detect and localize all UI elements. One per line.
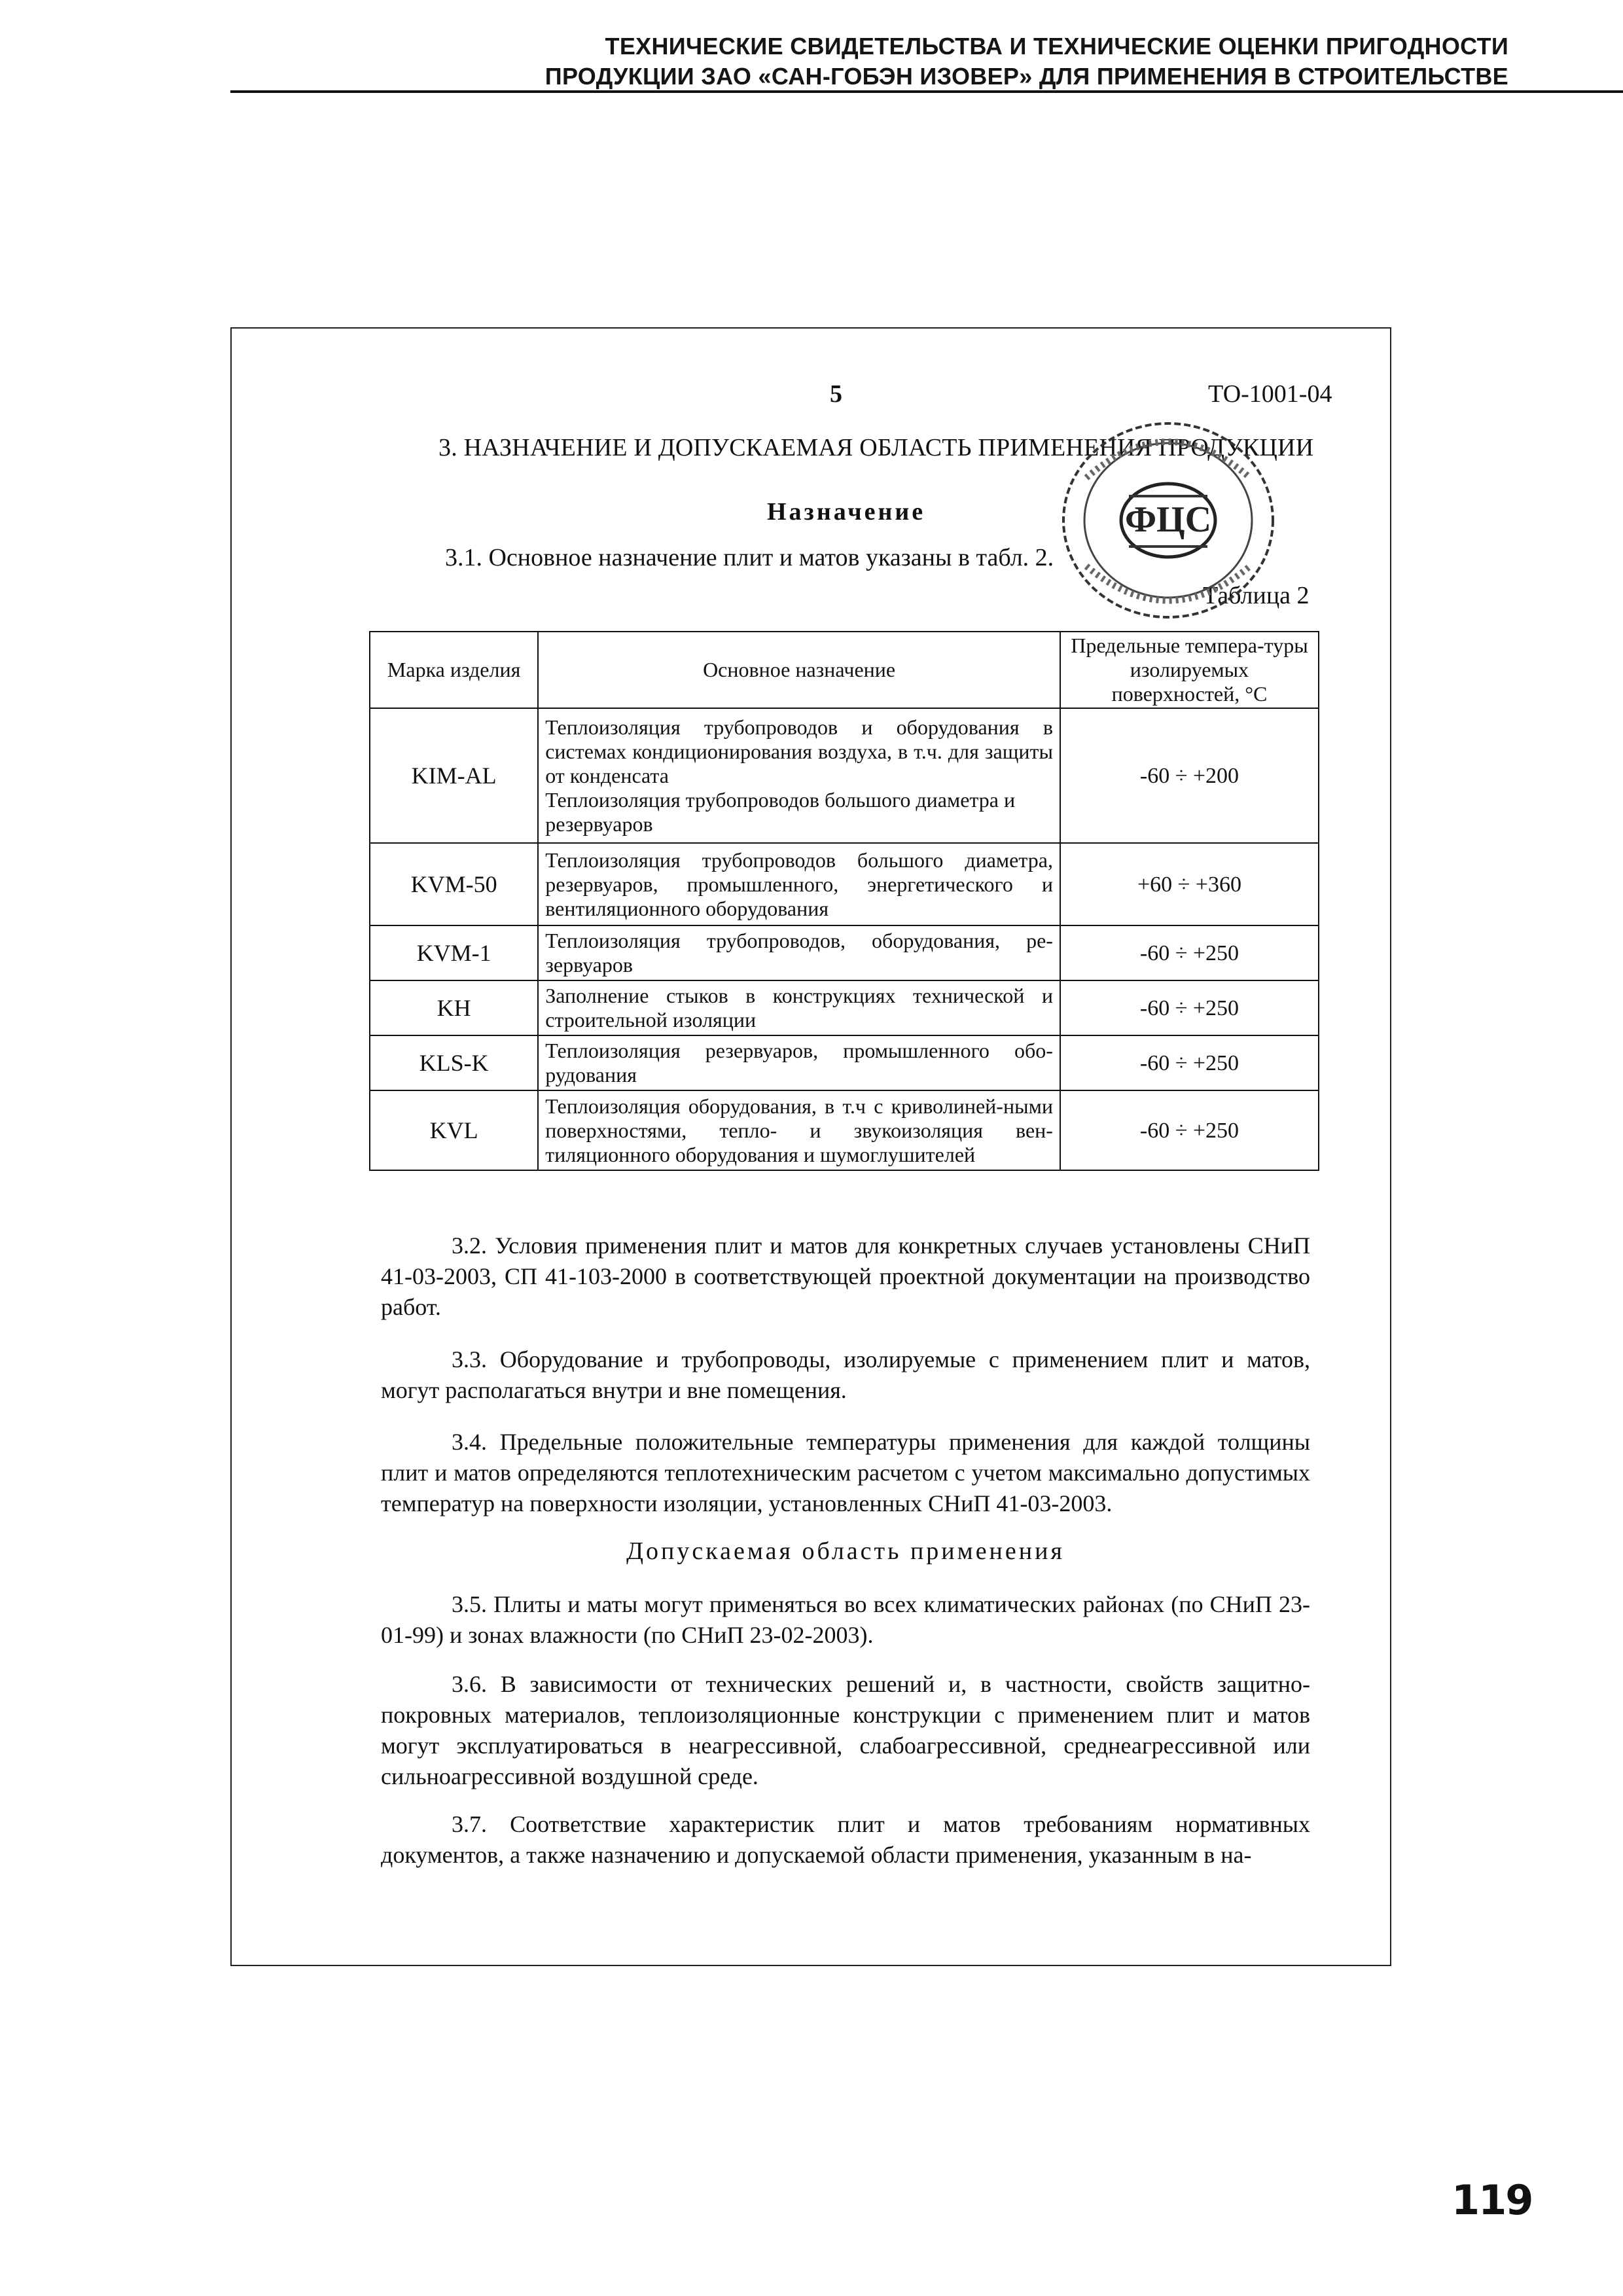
products-table: [369, 631, 1319, 1171]
cell-temperature: -60 ÷ +250: [1060, 980, 1319, 1035]
header-line-2: ПРОДУКЦИИ ЗАО «САН-ГОБЭН ИЗОВЕР» ДЛЯ ПРИМЕНЕНИЯ В СТРОИТЕЛЬСТВЕ: [544, 63, 1508, 90]
cell-temperature: +60 ÷ +360: [1060, 843, 1319, 925]
scan-page-number: 5: [830, 380, 842, 408]
cell-temperature: -60 ÷ +200: [1060, 708, 1319, 843]
paragraph-text: 3.6. В зависимости от технических решений и, в частности, свойств защитно-покровных материалов, теплоизоляционные конструкции с применением плит и матов могут эксплуатироваться в неагрессивной, слабоагрессивной, среднеагрессивной или сильноагрессивной воздушной среде.: [381, 1671, 1310, 1789]
table-row: [370, 843, 1319, 925]
document-code: ТО-1001-04: [1208, 380, 1332, 408]
cell-purpose: Теплоизоляция трубопроводов, оборудования, ре-зервуаров: [538, 925, 1060, 980]
cell-mark: KVM-1: [370, 925, 538, 980]
cell-mark: KVL: [370, 1090, 538, 1170]
cell-mark: KH: [370, 980, 538, 1035]
section-heading: 3. НАЗНАЧЕНИЕ И ДОПУСКАЕМАЯ ОБЛАСТЬ ПРИМЕНЕНИЯ ПРОДУКЦИИ: [438, 434, 1314, 461]
paragraph-text: 3.3. Оборудование и трубопроводы, изолируемые с применением плит и матов, могут располагаться внутри и вне помещения.: [381, 1346, 1310, 1403]
paragraph-text: 3.7. Соответствие характеристик плит и матов требованиям нормативных документов, а также назначению и допускаемой области применения, указанным в на-: [381, 1811, 1310, 1868]
paragraph-3-4: [381, 1427, 1310, 1519]
paragraph-3-3: [381, 1344, 1310, 1406]
subheading-purpose: Назначение: [767, 498, 926, 526]
paragraph-text: 3.5. Плиты и маты могут применяться во всех климатических районах (по СНиП 23-01-99) и зонах влажности (по СНиП 23-02-2003).: [381, 1591, 1310, 1648]
stamp-text: ФЦС: [1124, 499, 1212, 540]
paragraph-text: 3.2. Условия применения плит и матов для конкретных случаев установлены СНиП 41-03-2003, СП 41-103-2000 в соответствующей проектной документации на производство работ.: [381, 1232, 1310, 1320]
running-header: [69, 31, 1508, 92]
paragraph-text: 3.4. Предельные положительные температуры применения для каждой толщины плит и матов определяются теплотехническим расчетом с учетом максимально допустимых температур на поверхности изоляции, установленных СНиП 41-03-2003.: [381, 1429, 1310, 1516]
paragraph-3-5: [381, 1589, 1310, 1651]
purpose-line: Теплоизоляция трубопроводов большого диаметра и резервуаров: [545, 787, 1016, 836]
cell-mark: KVM-50: [370, 843, 538, 925]
purpose-line: Теплоизоляция трубопроводов и оборудования в системах кондиционирования воздуха, в т.ч. для защиты от конденсата: [545, 715, 1053, 787]
subheading-scope: Допускаемая область применения: [626, 1537, 1065, 1565]
header-line-1: ТЕХНИЧЕСКИЕ СВИДЕТЕЛЬСТВА И ТЕХНИЧЕСКИЕ ОЦЕНКИ ПРИГОДНОСТИ: [605, 33, 1508, 60]
header-mark: Марка изделия: [370, 632, 538, 708]
cell-temperature: -60 ÷ +250: [1060, 1090, 1319, 1170]
paragraph-3-1: 3.1. Основное назначение плит и матов указаны в табл. 2.: [445, 544, 1054, 571]
table-row: [370, 980, 1319, 1035]
cell-purpose: Теплоизоляция трубопроводов большого диаметра, резервуаров, промышленного, энергетического и вентиляционного оборудования: [538, 843, 1060, 925]
header-temperature: Предельные темпера-туры изолируемых поверхностей, °С: [1060, 632, 1319, 708]
table-row: [370, 708, 1319, 843]
cell-mark: KIM-AL: [370, 708, 538, 843]
cell-purpose: Теплоизоляция резервуаров, промышленного обо-рудования: [538, 1035, 1060, 1090]
paragraph-3-7: [381, 1809, 1310, 1871]
cell-purpose: [538, 708, 1060, 843]
cell-purpose: Теплоизоляция оборудования, в т.ч с криволиней-ными поверхностями, тепло- и звукоизоляция вен-тиляционного оборудования и шумоглушителей: [538, 1090, 1060, 1170]
cell-purpose: Заполнение стыков в конструкциях технической и строительной изоляции: [538, 980, 1060, 1035]
header-purpose: Основное назначение: [538, 632, 1060, 708]
book-page-number: 119: [1452, 2176, 1533, 2224]
certification-stamp-icon: [1047, 412, 1289, 628]
table-row: [370, 1090, 1319, 1170]
paragraph-3-2: [381, 1230, 1310, 1323]
cell-temperature: -60 ÷ +250: [1060, 1035, 1319, 1090]
table-row: [370, 925, 1319, 980]
table-header-row: [370, 632, 1319, 708]
table-caption: Таблица 2: [1203, 582, 1310, 609]
header-rule: [230, 90, 1623, 93]
cell-temperature: -60 ÷ +250: [1060, 925, 1319, 980]
cell-mark: KLS-K: [370, 1035, 538, 1090]
paragraph-3-6: [381, 1669, 1310, 1792]
table-row: [370, 1035, 1319, 1090]
